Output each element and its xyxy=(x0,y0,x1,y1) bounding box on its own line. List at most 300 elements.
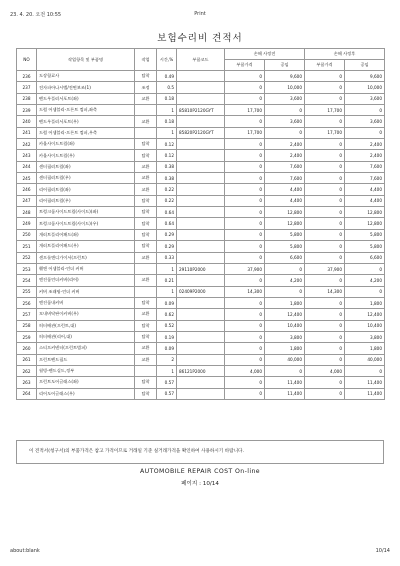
cell-labor-after: 10,000 xyxy=(345,82,385,93)
cell-labor-after: 0 xyxy=(345,263,385,274)
cell-parts-before: 0 xyxy=(225,139,265,150)
cell-parts-before: 0 xyxy=(225,173,265,184)
table-row xyxy=(17,309,385,320)
table-row xyxy=(17,365,385,376)
cell-parts-before: 0 xyxy=(225,252,265,263)
cell-labor-after: 0 xyxy=(345,286,385,297)
cell-labor-before: 7,600 xyxy=(265,173,305,184)
cell-labor-after: 3,800 xyxy=(345,331,385,342)
cell-parts-after: 0 xyxy=(305,161,345,172)
cell-parts-after: 37,900 xyxy=(305,263,345,274)
cell-labor-before: 10,400 xyxy=(265,320,305,331)
cell-labor-before: 1,800 xyxy=(265,343,305,354)
cell-part-code xyxy=(177,161,225,172)
cell-hours: 0.64 xyxy=(157,218,177,229)
cell-item: 개러트플리어패드(우) xyxy=(37,241,135,252)
cell-labor-after: 5,800 xyxy=(345,241,385,252)
table-row xyxy=(17,139,385,150)
cell-parts-after: 0 xyxy=(305,275,345,286)
cell-parts-before: 0 xyxy=(225,150,265,161)
cell-hours: 2 xyxy=(157,354,177,365)
cell-labor-after: 4,200 xyxy=(345,275,385,286)
table-row xyxy=(17,388,385,399)
table-row xyxy=(17,354,385,365)
cell-labor-after: 10,400 xyxy=(345,320,385,331)
brand-line: AUTOMOBILE REPAIR COST On-line xyxy=(140,468,260,475)
cell-no: 264 xyxy=(17,388,37,399)
table-row xyxy=(17,184,385,195)
cell-item: 센터필러트림(우) xyxy=(37,173,135,184)
cell-parts-after: 0 xyxy=(305,82,345,93)
cell-no: 250 xyxy=(17,229,37,240)
cell-no: 244 xyxy=(17,161,37,172)
cell-labor-after: 12,800 xyxy=(345,207,385,218)
cell-part-code xyxy=(177,320,225,331)
cell-parts-before: 4,000 xyxy=(225,365,265,376)
cell-labor-before: 40,000 xyxy=(265,354,305,365)
cell-parts-after: 0 xyxy=(305,388,345,399)
cell-hours: 0.29 xyxy=(157,241,177,252)
cell-part-code xyxy=(177,377,225,388)
col-header-after-adjust: 손해 사정후 xyxy=(305,49,385,60)
cell-part-code: 86121P2000 xyxy=(177,365,225,376)
cell-no: 249 xyxy=(17,218,37,229)
cell-labor-before: 10,000 xyxy=(265,82,305,93)
col-header-parts-price-after: 부품가격 xyxy=(305,60,345,71)
cell-work: 교환 xyxy=(135,343,157,354)
cell-no: 254 xyxy=(17,275,37,286)
cell-labor-after: 7,600 xyxy=(345,161,385,172)
cell-hours: 0.22 xyxy=(157,195,177,206)
cell-no: 261 xyxy=(17,354,37,365)
cell-hours: 0.38 xyxy=(157,161,177,172)
cell-hours: 0.18 xyxy=(157,93,177,104)
cell-no: 256 xyxy=(17,297,37,308)
cell-part-code xyxy=(177,229,225,240)
cell-hours: 0.12 xyxy=(157,139,177,150)
cell-labor-after: 4,400 xyxy=(345,195,385,206)
table-row xyxy=(17,93,385,104)
cell-no: 241 xyxy=(17,127,37,138)
table-row xyxy=(17,241,385,252)
cell-hours: 0.52 xyxy=(157,320,177,331)
table-row xyxy=(17,116,385,127)
estimate-table xyxy=(16,48,385,400)
cell-labor-after: 11,400 xyxy=(345,388,385,399)
cell-item: 커버 조래핑-언더 커버 xyxy=(37,286,135,297)
cell-item: 센터필러트림(좌) xyxy=(37,161,135,172)
cell-work: 교환 xyxy=(135,173,157,184)
cell-part-code xyxy=(177,354,225,365)
cell-item: 월빙-펜드실드,정부 xyxy=(37,365,135,376)
cell-parts-after: 0 xyxy=(305,195,345,206)
cell-work: 탈착 xyxy=(135,150,157,161)
cell-parts-after: 4,000 xyxy=(305,365,345,376)
cell-labor-after: 3,600 xyxy=(345,116,385,127)
cell-item: 프런트도어글래스(좌) xyxy=(37,377,135,388)
cell-parts-before: 0 xyxy=(225,241,265,252)
cell-parts-after: 0 xyxy=(305,331,345,342)
cell-parts-after: 0 xyxy=(305,116,345,127)
table-row xyxy=(17,71,385,82)
table-row xyxy=(17,150,385,161)
cell-part-code xyxy=(177,173,225,184)
cell-work xyxy=(135,365,157,376)
cell-parts-after: 17,700 xyxy=(305,127,345,138)
cell-parts-before: 0 xyxy=(225,331,265,342)
cell-hours: 1 xyxy=(157,365,177,376)
cell-item: 리어도어글래스(우) xyxy=(37,388,135,399)
cell-work xyxy=(135,127,157,138)
table-row xyxy=(17,207,385,218)
cell-labor-after: 4,400 xyxy=(345,184,385,195)
col-header-item: 작업항목 및 부품명 xyxy=(37,49,135,71)
cell-labor-before: 3,600 xyxy=(265,116,305,127)
table-row xyxy=(17,127,385,138)
table-row xyxy=(17,331,385,342)
cell-part-code xyxy=(177,82,225,93)
cell-parts-after: 0 xyxy=(305,377,345,388)
cell-hours: 0.49 xyxy=(157,71,177,82)
cell-labor-after: 0 xyxy=(345,127,385,138)
cell-labor-after: 1,800 xyxy=(345,343,385,354)
print-label: Print xyxy=(194,11,206,17)
cell-labor-after: 12,400 xyxy=(345,309,385,320)
cell-labor-after: 0 xyxy=(345,365,385,376)
col-header-labor-after: 공임 xyxy=(345,60,385,71)
cell-hours: 0.18 xyxy=(157,116,177,127)
cell-work: 교환 xyxy=(135,252,157,263)
cell-work xyxy=(135,105,157,116)
cell-labor-before: 4,200 xyxy=(265,275,305,286)
document-title: 보험수리비 견적서 xyxy=(157,33,243,44)
cell-work: 탈착 xyxy=(135,377,157,388)
cell-labor-before: 1,800 xyxy=(265,297,305,308)
cell-parts-before: 0 xyxy=(225,116,265,127)
table-row xyxy=(17,320,385,331)
col-header-labor-before: 공임 xyxy=(265,60,305,71)
cell-work: 교환 xyxy=(135,184,157,195)
cell-labor-before: 0 xyxy=(265,365,305,376)
cell-item: 드럼 어셈블리-프론트 컴퍼,좌측 xyxy=(37,105,135,116)
cell-hours: 0.38 xyxy=(157,173,177,184)
cell-part-code xyxy=(177,71,225,82)
cell-labor-after: 3,600 xyxy=(345,93,385,104)
cell-part-code xyxy=(177,218,225,229)
cell-parts-before: 0 xyxy=(225,93,265,104)
cell-no: 243 xyxy=(17,150,37,161)
cell-item: 개러트플리어패드(좌) xyxy=(37,229,135,240)
cell-parts-before: 0 xyxy=(225,275,265,286)
cell-parts-after: 0 xyxy=(305,320,345,331)
cell-work: 조정 xyxy=(135,82,157,93)
cell-hours: 0.57 xyxy=(157,388,177,399)
table-row xyxy=(17,218,385,229)
cell-item: 트렁크룸사이드트림(사이드)(우) xyxy=(37,218,135,229)
cell-item: 전자파아나시벨/전면보조(1) xyxy=(37,82,135,93)
cell-item: 카울사이드트림(좌) xyxy=(37,139,135,150)
cell-item: 펜드우플러서포트(좌) xyxy=(37,93,135,104)
cell-part-code xyxy=(177,93,225,104)
cell-hours: 0.5 xyxy=(157,82,177,93)
cell-labor-before: 0 xyxy=(265,286,305,297)
table-row xyxy=(17,275,385,286)
col-header-hours: 시간,% xyxy=(157,49,177,71)
cell-no: 248 xyxy=(17,207,37,218)
cell-parts-after: 0 xyxy=(305,71,345,82)
cell-labor-before: 4,400 xyxy=(265,184,305,195)
cell-labor-after: 2,400 xyxy=(345,150,385,161)
cell-hours: 1 xyxy=(157,105,177,116)
cell-part-code: 29110P2000 xyxy=(177,263,225,274)
cell-parts-before: 0 xyxy=(225,309,265,320)
cell-parts-before: 37,900 xyxy=(225,263,265,274)
cell-labor-after: 12,800 xyxy=(345,218,385,229)
cell-work xyxy=(135,286,157,297)
cell-work: 교환 xyxy=(135,116,157,127)
cell-parts-after: 0 xyxy=(305,218,345,229)
cell-labor-before: 3,800 xyxy=(265,331,305,342)
cell-parts-after: 0 xyxy=(305,229,345,240)
cell-parts-after: 0 xyxy=(305,297,345,308)
cell-parts-before: 17,700 xyxy=(225,127,265,138)
cell-parts-after: 0 xyxy=(305,241,345,252)
cell-parts-before: 0 xyxy=(225,71,265,82)
cell-no: 260 xyxy=(17,343,37,354)
cell-work: 교환 xyxy=(135,309,157,320)
cell-labor-before: 6,600 xyxy=(265,252,305,263)
table-row xyxy=(17,229,385,240)
cell-labor-before: 4,400 xyxy=(265,195,305,206)
cell-hours: 0.22 xyxy=(157,184,177,195)
cell-parts-before: 0 xyxy=(225,297,265,308)
cell-no: 263 xyxy=(17,377,37,388)
cell-part-code xyxy=(177,150,225,161)
cell-parts-before: 0 xyxy=(225,161,265,172)
cell-work: 탈착 xyxy=(135,241,157,252)
cell-item: 펜드우플러서포트(우) xyxy=(37,116,135,127)
cell-parts-before: 14,300 xyxy=(225,286,265,297)
cell-item: 리어필러트림(우) xyxy=(37,195,135,206)
cell-labor-after: 5,800 xyxy=(345,229,385,240)
cell-no: 252 xyxy=(17,252,37,263)
col-header-parts-price-before: 부품가격 xyxy=(225,60,265,71)
cell-hours: 0.09 xyxy=(157,297,177,308)
cell-labor-after: 6,600 xyxy=(345,252,385,263)
cell-labor-before: 0 xyxy=(265,263,305,274)
cell-hours: 1 xyxy=(157,286,177,297)
cell-part-code xyxy=(177,297,225,308)
cell-parts-after: 0 xyxy=(305,139,345,150)
table-header-row xyxy=(17,49,385,60)
cell-no: 242 xyxy=(17,139,37,150)
cell-no: 240 xyxy=(17,116,37,127)
cell-parts-before: 0 xyxy=(225,82,265,93)
table-row xyxy=(17,161,385,172)
cell-part-code: 85820P2120GYT xyxy=(177,127,225,138)
cell-hours: 0.19 xyxy=(157,331,177,342)
cell-item: 히터배관(리어,대) xyxy=(37,331,135,342)
table-row xyxy=(17,343,385,354)
cell-part-code: 85810P2120GYT xyxy=(177,105,225,116)
cell-part-code xyxy=(177,241,225,252)
cell-no: 239 xyxy=(17,105,37,116)
cell-no: 247 xyxy=(17,195,37,206)
cell-parts-before: 0 xyxy=(225,195,265,206)
cell-no: 246 xyxy=(17,184,37,195)
table-row xyxy=(17,286,385,297)
cell-parts-before: 0 xyxy=(225,207,265,218)
print-date: 23. 4. 20. 오전 10:55 xyxy=(10,12,62,18)
cell-labor-after: 40,000 xyxy=(345,354,385,365)
cell-parts-before: 0 xyxy=(225,229,265,240)
cell-item: 리어필러트림(좌) xyxy=(37,184,135,195)
cell-item: 카울사이드트림(우) xyxy=(37,150,135,161)
col-header-work: 작업 xyxy=(135,49,157,71)
cell-labor-after: 2,400 xyxy=(345,139,385,150)
cell-hours: 0.62 xyxy=(157,309,177,320)
cell-item: 엔진룸내커버 xyxy=(37,297,135,308)
cell-parts-after: 0 xyxy=(305,354,345,365)
cell-hours: 0.12 xyxy=(157,150,177,161)
table-body xyxy=(17,71,385,400)
cell-labor-after: 9,600 xyxy=(345,71,385,82)
cell-parts-after: 0 xyxy=(305,173,345,184)
cell-parts-before: 0 xyxy=(225,343,265,354)
cell-part-code xyxy=(177,343,225,354)
cell-parts-before: 0 xyxy=(225,218,265,229)
cell-labor-after: 7,600 xyxy=(345,173,385,184)
page-number: 페이지 : 10/14 xyxy=(181,481,219,487)
cell-part-code xyxy=(177,207,225,218)
cell-no: 258 xyxy=(17,320,37,331)
cell-labor-before: 0 xyxy=(265,105,305,116)
cell-work: 탈착 xyxy=(135,297,157,308)
cell-parts-before: 0 xyxy=(225,388,265,399)
cell-part-code xyxy=(177,331,225,342)
cell-item: 프런트펜드필드 xyxy=(37,354,135,365)
cell-work: 교환 xyxy=(135,354,157,365)
cell-labor-after: 1,800 xyxy=(345,297,385,308)
cell-labor-before: 12,800 xyxy=(265,207,305,218)
cell-parts-after: 14,300 xyxy=(305,286,345,297)
table-row xyxy=(17,263,385,274)
cell-no: 238 xyxy=(17,93,37,104)
cell-labor-before: 12,800 xyxy=(265,218,305,229)
cell-work: 탈착 xyxy=(135,207,157,218)
cell-part-code xyxy=(177,275,225,286)
cell-parts-after: 0 xyxy=(305,252,345,263)
cell-work: 교환 xyxy=(135,275,157,286)
cell-labor-before: 3,600 xyxy=(265,93,305,104)
cell-labor-before: 5,800 xyxy=(265,229,305,240)
cell-labor-before: 9,600 xyxy=(265,71,305,82)
cell-hours: 0.57 xyxy=(157,377,177,388)
cell-labor-before: 12,400 xyxy=(265,309,305,320)
cell-parts-before: 0 xyxy=(225,320,265,331)
cell-work: 탈착 xyxy=(135,71,157,82)
cell-item: 히터배관(프런트,대) xyxy=(37,320,135,331)
cell-hours: 0.21 xyxy=(157,275,177,286)
table-row xyxy=(17,173,385,184)
cell-parts-after: 0 xyxy=(305,93,345,104)
footer-page: 10/14 xyxy=(375,548,390,554)
cell-work: 탈착 xyxy=(135,320,157,331)
cell-hours: 0.29 xyxy=(157,229,177,240)
cell-no: 255 xyxy=(17,286,37,297)
cell-parts-after: 17,700 xyxy=(305,105,345,116)
table-row xyxy=(17,297,385,308)
cell-no: 236 xyxy=(17,71,37,82)
cell-no: 259 xyxy=(17,331,37,342)
cell-labor-before: 11,400 xyxy=(265,388,305,399)
table-row xyxy=(17,252,385,263)
cell-part-code xyxy=(177,388,225,399)
col-header-before-adjust: 손해 사정전 xyxy=(225,49,305,60)
table-row xyxy=(17,105,385,116)
cell-labor-after: 0 xyxy=(345,105,385,116)
footer-url: about:blank xyxy=(10,548,40,554)
cell-item: 스티프커넨터(프런트범퍼) xyxy=(37,343,135,354)
cell-work: 탈착 xyxy=(135,218,157,229)
cell-no: 245 xyxy=(17,173,37,184)
cell-parts-after: 0 xyxy=(305,150,345,161)
cell-item: 휀앤 어셈블리-언더 커버 xyxy=(37,263,135,274)
cell-item: 센프롤앤디가이서(프런트) xyxy=(37,252,135,263)
cell-work: 탈착 xyxy=(135,229,157,240)
cell-hours: 1 xyxy=(157,127,177,138)
table-row xyxy=(17,195,385,206)
cell-parts-before: 0 xyxy=(225,184,265,195)
cell-part-code xyxy=(177,184,225,195)
cell-work: 탈착 xyxy=(135,139,157,150)
cell-part-code xyxy=(177,309,225,320)
cell-hours: 0.09 xyxy=(157,343,177,354)
cell-labor-before: 7,600 xyxy=(265,161,305,172)
cell-part-code xyxy=(177,116,225,127)
table-row xyxy=(17,82,385,93)
col-header-no: NO xyxy=(17,49,37,71)
cell-no: 253 xyxy=(17,263,37,274)
cell-parts-before: 17,700 xyxy=(225,105,265,116)
cell-item: 엔진룸언더커버(리어) xyxy=(37,275,135,286)
table-row xyxy=(17,377,385,388)
cell-no: 237 xyxy=(17,82,37,93)
cell-work xyxy=(135,263,157,274)
cell-hours: 0.64 xyxy=(157,207,177,218)
cell-no: 251 xyxy=(17,241,37,252)
cell-labor-before: 2,400 xyxy=(265,150,305,161)
cell-item: 모내버닥판이커버(우) xyxy=(37,309,135,320)
cell-hours: 1 xyxy=(157,263,177,274)
cell-no: 257 xyxy=(17,309,37,320)
cell-part-code: 02409P2000 xyxy=(177,286,225,297)
cell-hours: 0.33 xyxy=(157,252,177,263)
cell-work: 교환 xyxy=(135,161,157,172)
cell-parts-after: 0 xyxy=(305,207,345,218)
cell-item: 드럼 어셈블리-프론트 컴퍼,우측 xyxy=(37,127,135,138)
cell-parts-before: 0 xyxy=(225,354,265,365)
cell-labor-before: 0 xyxy=(265,127,305,138)
cell-labor-before: 2,400 xyxy=(265,139,305,150)
cell-item: 트렁크룸사이드트림(사이드)(좌) xyxy=(37,207,135,218)
cell-part-code xyxy=(177,195,225,206)
cell-parts-after: 0 xyxy=(305,343,345,354)
cell-work: 탈착 xyxy=(135,195,157,206)
cell-work: 탈착 xyxy=(135,388,157,399)
cell-work: 교환 xyxy=(135,93,157,104)
cell-labor-after: 11,400 xyxy=(345,377,385,388)
